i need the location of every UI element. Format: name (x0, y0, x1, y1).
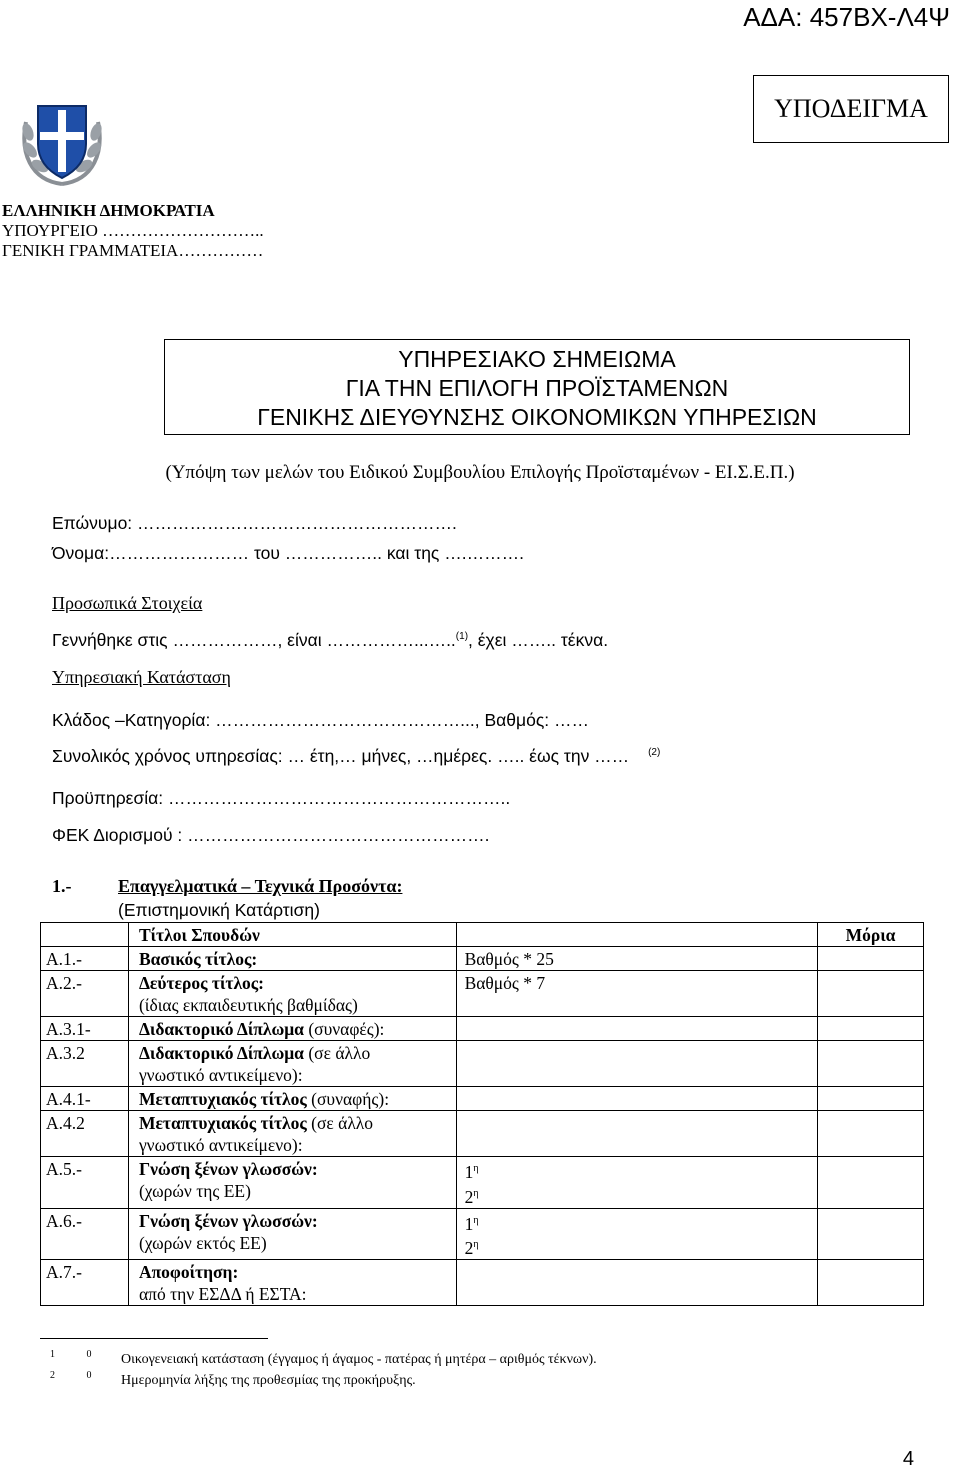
row-title-bold: Διδακτορικό Δίπλωμα (138, 1019, 304, 1039)
row-title (128, 1208, 456, 1260)
children-text: , έχει …….. τέκνα. (468, 630, 609, 650)
row-points (818, 1087, 924, 1111)
row-title (128, 1017, 456, 1041)
prior-service-field: Προϋπηρεσία: ………………………………………………….. (52, 788, 511, 808)
row-title-line2: (χωρών της ΕΕ) (138, 1181, 251, 1201)
row-points (818, 971, 924, 1017)
footnote-2 (50, 1370, 416, 1389)
table-row (41, 1041, 924, 1087)
row-title-bold: Δεύτερος τίτλος: (138, 973, 265, 993)
row-code: Α.4.1- (41, 1087, 129, 1111)
footnote-separator (40, 1338, 268, 1339)
row-title-line2: από την ΕΣΔΔ ή ΕΣΤΑ: (138, 1284, 307, 1305)
row-code: Α.6.- (41, 1208, 129, 1260)
table-row (41, 1111, 924, 1157)
table-row (41, 1208, 924, 1260)
service-heading: Υπηρεσιακή Κατάσταση (52, 667, 231, 687)
row-title (128, 1260, 456, 1306)
row-factor (456, 947, 817, 971)
row-title-line2: γνωστικό αντικείμενο): (138, 1135, 303, 1155)
row-title-rest: (συναφής): (306, 1089, 390, 1109)
table-header-row (41, 923, 924, 947)
footnote-ref-1: (1) (455, 631, 469, 643)
row-title (128, 1157, 456, 1209)
title-line-3: ΓΕΝΙΚΗΣ ΔΙΕΥΘΥΝΣΗΣ ΟΙΚΟΝΟΜΙΚΩΝ ΥΠΗΡΕΣΙΩΝ (257, 404, 817, 430)
row-code: Α.5.- (41, 1157, 129, 1209)
table-row (41, 1087, 924, 1111)
row-factor-2: $2^\eta$ (464, 1238, 479, 1259)
titles-column-header: Τίτλοι Σπουδών (128, 923, 456, 947)
footnote-ref-2: (2) (648, 747, 661, 759)
secretariat-label: ΓΕΝΙΚΗ ΓΡΑΜΜΑΤΕΙΑ…………… (2, 241, 264, 260)
footnote-2-number: 2 (50, 1370, 55, 1381)
row-title-bold: Διδακτορικό Δίπλωμα (138, 1043, 304, 1063)
qualifications-table (40, 922, 924, 1306)
document-subtitle: (Υπόψη των μελών του Ειδικού Συμβουλίου Επιλογής Προϊσταμένων - ΕΙ.Σ.Ε.Π.) (165, 462, 795, 483)
row-factor-2: $2^\eta$ (464, 1186, 479, 1207)
row-title (128, 971, 456, 1017)
table-row (41, 1017, 924, 1041)
points-column-header: Μόρια (818, 923, 924, 947)
row-title-rest: (συναφές): (303, 1019, 385, 1039)
greek-emblem-icon (18, 92, 106, 192)
page-number: 4 (902, 1448, 914, 1470)
title-line-1: ΥΠΗΡΕΣΙΑΚΟ ΣΗΜΕΙΩΜΑ (398, 346, 676, 372)
birth-field (52, 630, 608, 651)
row-points (818, 1017, 924, 1041)
row-title (128, 1111, 456, 1157)
name-field: Όνομα:…………………… του …………….. και της ….………. (52, 543, 524, 563)
row-title-bold: Γνώση ξένων γλωσσών: (138, 1210, 318, 1231)
row-factor (456, 1087, 817, 1111)
row-code: Α.4.2 (41, 1111, 129, 1157)
section-subtitle: (Επιστημονική Κατάρτιση) (118, 900, 320, 920)
table-row (41, 971, 924, 1017)
row-factor (456, 971, 817, 1017)
row-points (818, 1157, 924, 1209)
row-points (818, 1208, 924, 1260)
row-code: Α.7.- (41, 1260, 129, 1306)
ministry-label: ΥΠΟΥΡΓΕΙΟ ……………………….. (2, 221, 264, 240)
ada-code: ΑΔΑ: 457ΒΧ-Λ4Ψ (743, 2, 950, 32)
footnote-1-text: Οικογενειακή κατάσταση (έγγαμος ή άγαμος - πατέρας ή μητέρα – αριθμός τέκνων). (121, 1351, 597, 1367)
row-factor-1: Βαθμός * 25 (464, 949, 554, 969)
row-code: Α.1.- (41, 947, 129, 971)
row-title (128, 1041, 456, 1087)
row-title-bold: Βασικός τίτλος: (138, 949, 258, 969)
row-title (128, 947, 456, 971)
row-points (818, 1111, 924, 1157)
table-row (41, 947, 924, 971)
footnote-2-text: Ημερομηνία λήξης της προθεσμίας της προκήρυξης. (121, 1372, 416, 1388)
row-factor-1: $1^\eta$ (464, 1213, 479, 1234)
total-service-text: Συνολικός χρόνος υπηρεσίας: … έτη,… μήνες, …ημέρες. ….. έως την …… (52, 746, 630, 766)
row-title-rest: (σε άλλο (306, 1113, 374, 1133)
row-factor-1: Βαθμός * 7 (464, 973, 546, 993)
row-factor (456, 1111, 817, 1157)
total-service-field (52, 746, 660, 767)
footnote-1-number: 1 (50, 1349, 55, 1360)
row-factor (456, 1260, 817, 1306)
row-title-bold: Μεταπτυχιακός τίτλος (138, 1113, 307, 1133)
title-line-2: ΓΙΑ ΤΗΝ ΕΠΙΛΟΓΗ ΠΡΟΪΣΤΑΜΕΝΩΝ (345, 375, 729, 401)
issuer-block (2, 201, 264, 261)
row-code: Α.3.2 (41, 1041, 129, 1087)
fek-field: ΦΕΚ Διορισμού : ……………………………………………. (52, 825, 490, 845)
row-factor (456, 1041, 817, 1087)
row-points (818, 1041, 924, 1087)
row-factor (456, 1017, 817, 1041)
table-row (41, 1260, 924, 1306)
row-factor (456, 1157, 817, 1209)
section-title: Επαγγελματικά – Τεχνικά Προσόντα: (118, 876, 403, 896)
row-points (818, 1260, 924, 1306)
row-code: Α.3.1- (41, 1017, 129, 1041)
birth-text: Γεννήθηκε στις ………………, είναι ……………...….. (52, 630, 456, 650)
republic-label: ΕΛΛΗΝΙΚΗ ΔΗΜΟΚΡΑΤΙΑ (2, 201, 215, 220)
row-title-bold: Γνώση ξένων γλωσσών: (138, 1159, 318, 1179)
header-factor-cell (456, 923, 817, 947)
row-title-line2: (ίδιας εκπαιδευτικής βαθμίδας) (138, 995, 358, 1015)
personal-heading: Προσωπικά Στοιχεία (52, 593, 203, 613)
footnote-1 (50, 1349, 597, 1368)
sample-label: ΥΠΟΔΕΙΓΜΑ (753, 75, 949, 143)
branch-field: Κλάδος –Κατηγορία: ……………………………………..., Βαθμός: …… (52, 710, 589, 730)
footnote-2-mark: 0 (86, 1370, 92, 1381)
header-empty-cell (41, 923, 129, 947)
footnote-1-mark: 0 (86, 1349, 92, 1360)
surname-field: Επώνυμο: ………………………………………………. (52, 513, 457, 533)
row-title-bold: Μεταπτυχιακός τίτλος (138, 1089, 307, 1109)
row-title-line2: (χωρών εκτός ΕΕ) (138, 1232, 267, 1253)
row-points (818, 947, 924, 971)
row-title-rest: (σε άλλο (303, 1043, 371, 1063)
row-title-line2: γνωστικό αντικείμενο): (138, 1065, 303, 1085)
section-number: 1.- (52, 876, 72, 896)
row-factor (456, 1208, 817, 1260)
row-code: Α.2.- (41, 971, 129, 1017)
row-title-bold: Αποφοίτηση: (138, 1262, 239, 1283)
table-row (41, 1157, 924, 1209)
document-title (164, 339, 910, 435)
row-title (128, 1087, 456, 1111)
row-factor-1: $1^\eta$ (464, 1161, 479, 1182)
